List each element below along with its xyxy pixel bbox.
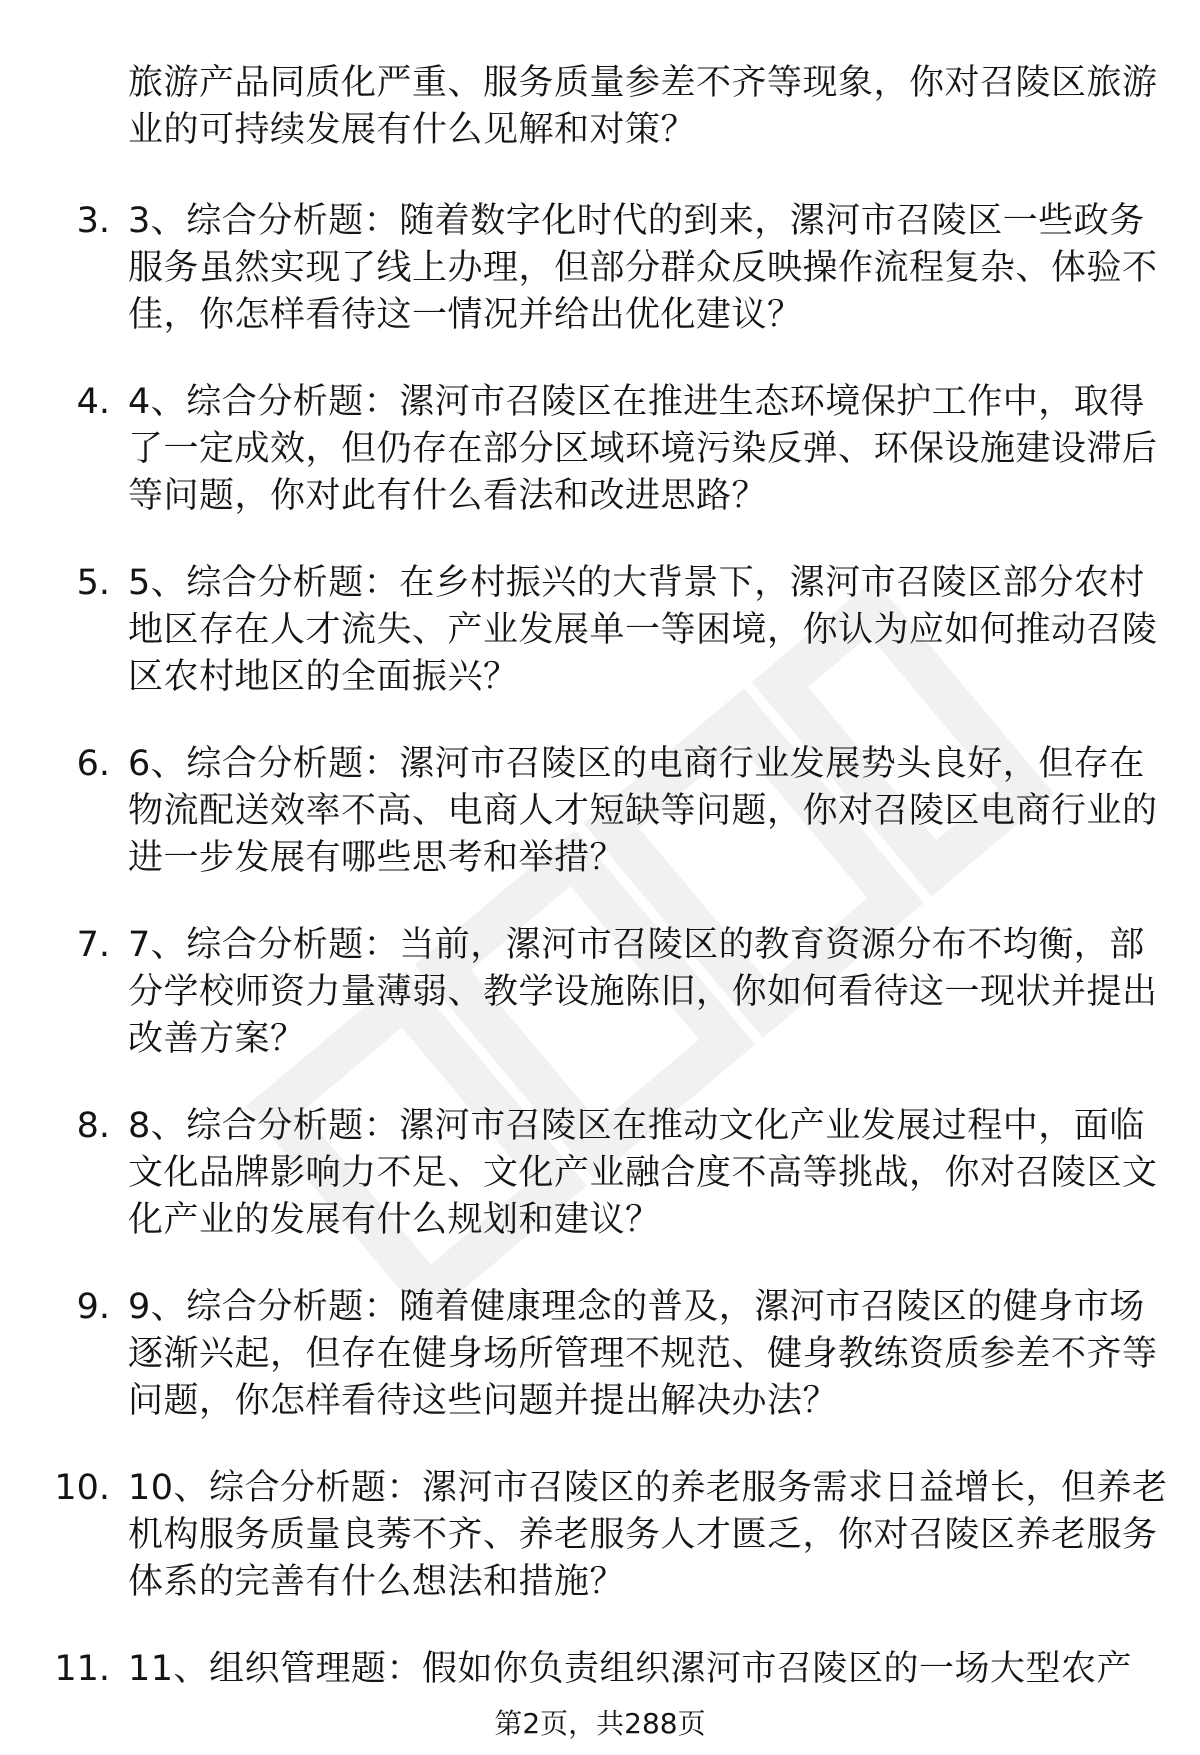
question-item xyxy=(0,1646,1200,1693)
question-number: 8. xyxy=(76,1106,110,1146)
question-text: 3、综合分析题：随着数字化时代的到来，漯河市召陵区一些政务服务虽然实现了线上办理，但部分群众反映操作流程复杂、体验不佳，你怎样看待这一情况并给出优化建议？ xyxy=(128,201,1158,335)
page-footer: 第2页，共288页 xyxy=(494,1707,706,1740)
question-number: 10. xyxy=(54,1468,110,1508)
question-text: 11、组织管理题：假如你负责组织漯河市召陵区的一场大型农产 xyxy=(128,1649,1133,1689)
question-text: 7、综合分析题：当前，漯河市召陵区的教育资源分布不均衡，部分学校师资力量薄弱、教学设施陈旧，你如何看待这一现状并提出改善方案？ xyxy=(128,925,1158,1059)
question-item xyxy=(0,922,1200,1063)
question-text: 4、综合分析题：漯河市召陵区在推进生态环境保护工作中，取得了一定成效，但仍存在部分区域环境污染反弹、环保设施建设滞后等问题，你对此有什么看法和改进思路？ xyxy=(128,382,1158,516)
question-item xyxy=(0,1284,1200,1425)
question-text: 9、综合分析题：随着健康理念的普及，漯河市召陵区的健身市场逐渐兴起，但存在健身场所管理不规范、健身教练资质参差不齐等问题，你怎样看待这些问题并提出解决办法？ xyxy=(128,1287,1158,1421)
question-list xyxy=(0,198,1200,1693)
continued-question-text: 旅游产品同质化严重、服务质量参差不齐等现象，你对召陵区旅游业的可持续发展有什么见解和对策？ xyxy=(128,63,1158,150)
question-number: 6. xyxy=(76,744,110,784)
question-text: 5、综合分析题：在乡村振兴的大背景下，漯河市召陵区部分农村地区存在人才流失、产业发展单一等困境，你认为应如何推动召陵区农村地区的全面振兴？ xyxy=(128,563,1158,697)
question-item xyxy=(0,560,1200,701)
question-number: 5. xyxy=(76,563,110,603)
question-text: 10、综合分析题：漯河市召陵区的养老服务需求日益增长，但养老机构服务质量良莠不齐、养老服务人才匮乏，你对召陵区养老服务体系的完善有什么想法和措施？ xyxy=(128,1468,1168,1602)
question-number: 3. xyxy=(76,201,110,241)
question-item xyxy=(0,1465,1200,1606)
question-item xyxy=(0,379,1200,520)
question-number: 4. xyxy=(76,382,110,422)
question-item xyxy=(0,741,1200,882)
question-item xyxy=(0,198,1200,339)
question-text: 6、综合分析题：漯河市召陵区的电商行业发展势头良好，但存在物流配送效率不高、电商人才短缺等问题，你对召陵区电商行业的进一步发展有哪些思考和举措？ xyxy=(128,744,1158,878)
question-number: 11. xyxy=(54,1649,110,1689)
question-item xyxy=(0,1103,1200,1244)
question-number: 9. xyxy=(76,1287,110,1327)
question-text: 8、综合分析题：漯河市召陵区在推动文化产业发展过程中，面临文化品牌影响力不足、文化产业融合度不高等挑战，你对召陵区文化产业的发展有什么规划和建议？ xyxy=(128,1106,1158,1240)
question-number: 7. xyxy=(76,925,110,965)
